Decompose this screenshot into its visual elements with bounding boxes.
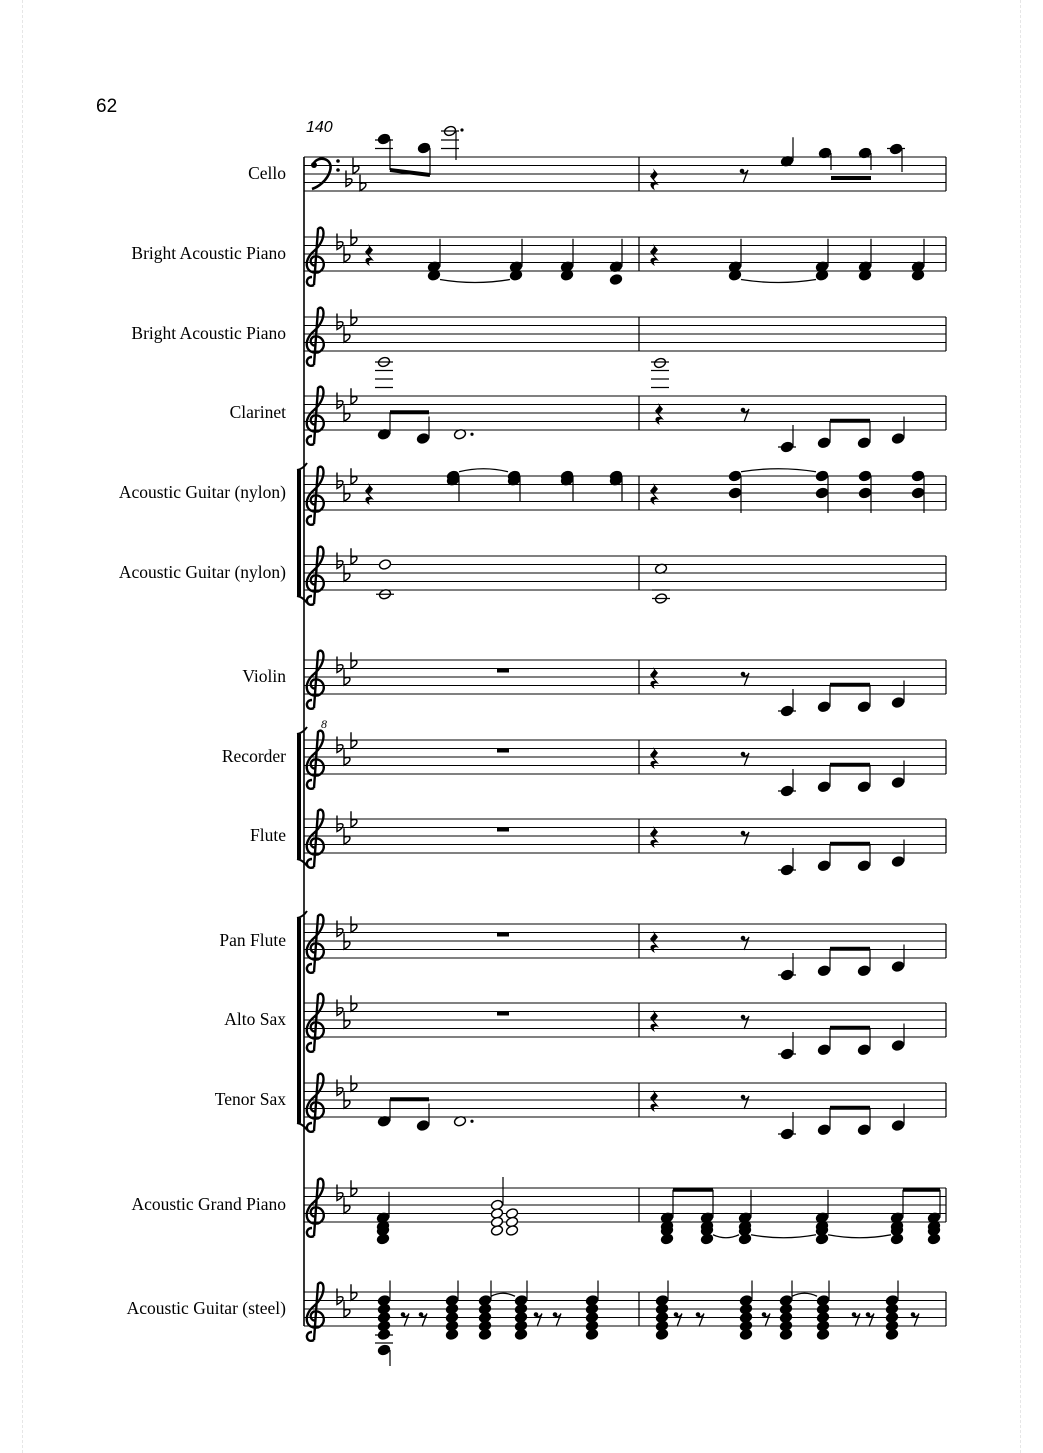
notehead: [858, 487, 871, 499]
bracket-hook: [297, 911, 307, 918]
notehead: [858, 470, 871, 482]
instrument-label-guitar-steel: Acoustic Guitar (steel): [126, 1298, 286, 1318]
flat-sign: [337, 473, 343, 489]
instrument-label-guitar-nylon-1: Acoustic Guitar (nylon): [118, 482, 286, 502]
flat-sign: [337, 657, 343, 673]
instrument-label-tenor-sax: Tenor Sax: [214, 1089, 286, 1109]
notehead: [857, 701, 870, 713]
flat-sign: [344, 565, 350, 581]
notehead: [857, 781, 870, 793]
notehead: [416, 1120, 429, 1132]
flat-sign: [353, 158, 359, 174]
tie: [741, 469, 816, 472]
treble-clef: [307, 651, 324, 709]
notehead: [927, 1233, 940, 1245]
flat-sign: [337, 1289, 343, 1305]
treble-clef: [307, 547, 324, 605]
notehead: [857, 437, 870, 449]
notehead: [378, 559, 391, 571]
tie: [751, 1235, 816, 1238]
notehead: [857, 860, 870, 872]
flat-sign: [337, 1000, 343, 1016]
notehead: [376, 1233, 389, 1245]
notehead: [728, 487, 741, 499]
flat-sign: [337, 234, 343, 250]
instrument-label-bright-piano-2: Bright Acoustic Piano: [131, 323, 286, 343]
notehead: [417, 142, 430, 154]
notehead: [891, 433, 904, 445]
flat-sign: [351, 1075, 357, 1091]
staff-bracket: [297, 734, 301, 859]
flat-sign: [344, 326, 350, 342]
flat-sign: [344, 1301, 350, 1317]
flat-sign: [337, 1080, 343, 1096]
notehead: [857, 1124, 870, 1136]
flat-sign: [344, 246, 350, 262]
notehead: [885, 1329, 898, 1341]
notehead: [609, 274, 622, 286]
notehead: [817, 1124, 830, 1136]
flat-sign: [337, 553, 343, 569]
notehead: [416, 433, 429, 445]
flat-sign: [351, 388, 357, 404]
dot: [460, 128, 463, 131]
instrument-label-violin: Violin: [242, 666, 286, 686]
whole-rest: [497, 669, 509, 673]
flat-sign: [344, 669, 350, 685]
notehead: [445, 1329, 458, 1341]
measure-number: 140: [306, 119, 333, 136]
instrument-label-bright-piano-1: Bright Acoustic Piano: [131, 243, 286, 263]
notehead: [660, 1233, 673, 1245]
bracket-hook: [297, 859, 307, 866]
flat-sign: [337, 921, 343, 937]
notehead: [585, 1329, 598, 1341]
flat-sign: [337, 314, 343, 330]
notehead: [815, 487, 828, 499]
notehead: [816, 1329, 829, 1341]
notehead: [891, 697, 904, 709]
notehead: [817, 437, 830, 449]
notehead: [377, 133, 390, 145]
quarter-rest: [650, 168, 659, 190]
notehead: [911, 487, 924, 499]
notehead: [514, 1329, 527, 1341]
flat-sign: [344, 405, 350, 421]
notehead: [857, 1044, 870, 1056]
bracket-hook: [297, 463, 307, 470]
notehead: [817, 965, 830, 977]
flat-sign: [351, 309, 357, 325]
notehead: [700, 1233, 713, 1245]
tie: [459, 469, 508, 472]
instrument-label-guitar-nylon-2: Acoustic Guitar (nylon): [118, 562, 286, 582]
tie: [440, 280, 510, 283]
instrument-label-pan-flute: Pan Flute: [219, 930, 286, 950]
flat-sign: [337, 737, 343, 753]
flat-sign: [351, 652, 357, 668]
flat-sign: [346, 171, 352, 187]
notehead: [891, 1120, 904, 1132]
flat-sign: [351, 1180, 357, 1196]
treble-clef: [307, 994, 324, 1052]
instrument-label-clarinet: Clarinet: [229, 402, 286, 422]
flat-sign: [337, 1185, 343, 1201]
whole-rest: [497, 749, 509, 753]
flat-sign: [351, 732, 357, 748]
notehead: [891, 961, 904, 973]
flat-sign: [344, 828, 350, 844]
whole-rest: [497, 1012, 509, 1016]
notehead: [505, 1225, 518, 1237]
treble-clef: [307, 228, 324, 286]
flat-sign: [344, 1197, 350, 1213]
notehead: [779, 1329, 792, 1341]
instrument-label-cello: Cello: [248, 163, 286, 183]
flat-sign: [344, 933, 350, 949]
notehead: [817, 860, 830, 872]
flat-sign: [351, 811, 357, 827]
notehead: [891, 777, 904, 789]
bracket-hook: [297, 1123, 307, 1130]
instrument-label-recorder: Recorder: [221, 746, 286, 766]
dot: [470, 433, 473, 436]
treble-clef: [307, 915, 324, 973]
bass-clef-dot: [336, 159, 340, 163]
bass-clef-dot: [336, 168, 340, 172]
bass-clef-dot: [311, 162, 317, 168]
treble-clef: [307, 1179, 324, 1237]
flat-sign: [337, 393, 343, 409]
treble-clef: [307, 1074, 324, 1132]
notehead: [377, 1344, 390, 1356]
flat-sign: [351, 1284, 357, 1300]
flat-sign: [351, 916, 357, 932]
flat-sign: [351, 229, 357, 245]
notehead: [478, 1329, 491, 1341]
treble-clef: [307, 1283, 324, 1341]
treble-clef: [307, 467, 324, 525]
notehead: [815, 1233, 828, 1245]
bracket-hook: [297, 727, 307, 734]
notehead: [728, 470, 741, 482]
flat-sign: [344, 485, 350, 501]
notehead: [739, 1329, 752, 1341]
notehead: [815, 470, 828, 482]
page-number: 62: [96, 96, 118, 117]
tie: [491, 1293, 515, 1296]
treble-clef: [307, 810, 324, 868]
notehead: [817, 1044, 830, 1056]
bracket-hook: [297, 596, 307, 603]
whole-rest: [497, 828, 509, 832]
notehead: [891, 1040, 904, 1052]
flat-sign: [344, 749, 350, 765]
treble-clef: [307, 387, 324, 445]
notehead: [490, 1225, 503, 1237]
flat-sign: [360, 175, 366, 191]
flat-sign: [351, 995, 357, 1011]
whole-rest: [497, 933, 509, 937]
notehead: [817, 781, 830, 793]
notehead: [655, 1329, 668, 1341]
notehead: [817, 701, 830, 713]
instrument-label-flute: Flute: [250, 825, 286, 845]
staff-bracket: [297, 918, 301, 1123]
instrument-label-grand-piano: Acoustic Grand Piano: [131, 1194, 286, 1214]
tie: [792, 1293, 817, 1296]
flat-sign: [351, 468, 357, 484]
instrument-label-alto-sax: Alto Sax: [224, 1009, 286, 1029]
notehead: [738, 1233, 751, 1245]
flat-sign: [337, 816, 343, 832]
notehead: [890, 1233, 903, 1245]
octave-mark: 8: [321, 717, 327, 731]
flat-sign: [344, 1092, 350, 1108]
notehead: [653, 357, 666, 369]
flat-sign: [351, 548, 357, 564]
tie: [741, 280, 816, 283]
tie: [713, 1235, 739, 1238]
tie: [828, 1235, 891, 1238]
treble-clef: [307, 731, 324, 789]
flat-sign: [344, 1012, 350, 1028]
treble-clef: [307, 308, 324, 366]
notehead: [857, 965, 870, 977]
notehead: [911, 470, 924, 482]
notehead: [891, 856, 904, 868]
staff-bracket: [297, 470, 301, 596]
dot: [470, 1120, 473, 1123]
